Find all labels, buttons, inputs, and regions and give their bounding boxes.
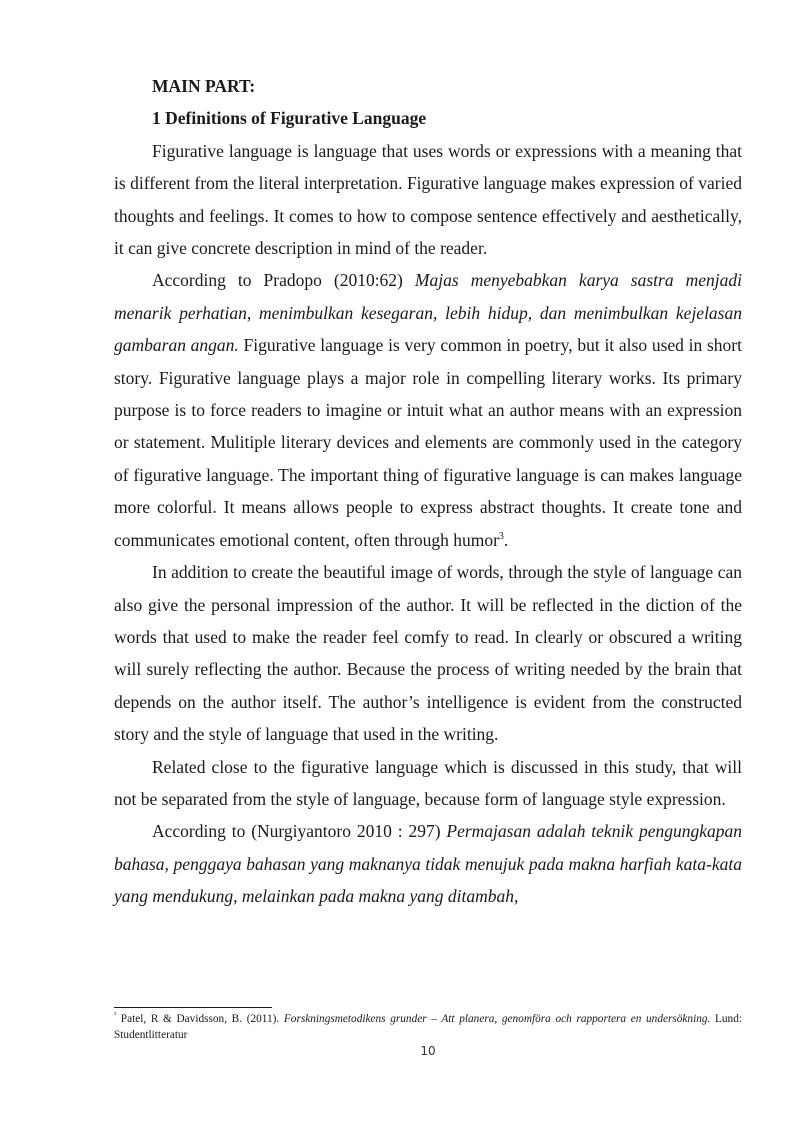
paragraph-5 (114, 815, 742, 912)
footnote-title: Forskningsmetodikens grunder – Att planera, genomföra och rapportera en undersökning. (283, 1013, 711, 1025)
paragraph-2 (114, 264, 742, 556)
paragraph-5-intro: According to (Nurgiyantoro 2010 : 297) (152, 821, 447, 842)
paragraph-3: In addition to create the beautiful image of words, through the style of language can also give the personal impression of the author. It will be reflected in the diction of the words that used to make the reader feel comfy to read. In clearly or obscured a writing will surely reflecting the author. Because the process of writing needed by the brain that depends on the author itself. The author’s intelligence is evident from the constructed story and the style of language that used in the writing. (114, 562, 742, 745)
paragraph-2-end: . (503, 529, 509, 550)
paragraph-5-quote: Permajasan adalah teknik pengungkapan bahasa, penggaya bahasan yang maknanya tidak menujuk pada makna harfiah kata-kata yang mendukung, melainkan pada makna yang ditambah, (114, 821, 742, 907)
paragraph-2-body: Figurative language is very common in poetry, but it also used in short story. Figurative language plays a major role in compelling literary works. Its primary purpose is to force readers to imagine or intuit what an author means with an expression or statement. Mulitiple literary devices and elements are commonly used in the category of figurative language. The important thing of figurative language is can makes language more colorful. It means allows people to express abstract thoughts. It create tone and communicates emotional content, often through humor (114, 335, 742, 550)
footnote-marker: ³ (114, 1011, 117, 1020)
footnote-reference: 3 (498, 530, 504, 542)
paragraph-2-intro: According to Pradopo (2010:62) (152, 270, 415, 291)
paragraph-4: Related close to the figurative language which is discussed in this study, that will not be separated from the style of language, because form of language style expression. (114, 756, 742, 809)
section-title: MAIN PART: (152, 76, 256, 96)
footnote (114, 1011, 742, 1043)
footnote-divider (114, 1007, 272, 1008)
paragraph-1: Figurative language is language that uses words or expressions with a meaning that is different from the literal interpretation. Figurative language makes expression of varied thoughts and feelings. It comes to how to compose sentence effectively and aesthetically, it can give concrete description in mind of the reader. (114, 140, 742, 259)
footnote-publisher: Lund: Studentlitteratur (114, 1013, 742, 1041)
page-number: 10 (420, 1044, 436, 1058)
footnote-authors: Patel, R & Davidsson, B. (2011). (120, 1013, 284, 1025)
body-text (114, 70, 742, 913)
paragraph-2-quote: Majas menyebabkan karya sastra menjadi menarik perhatian, menimbulkan kesegaran, lebih hidup, dan menimbulkan kejelasan gambaran angan. (114, 270, 742, 356)
subsection-title: 1 Definitions of Figurative Language (152, 108, 427, 129)
